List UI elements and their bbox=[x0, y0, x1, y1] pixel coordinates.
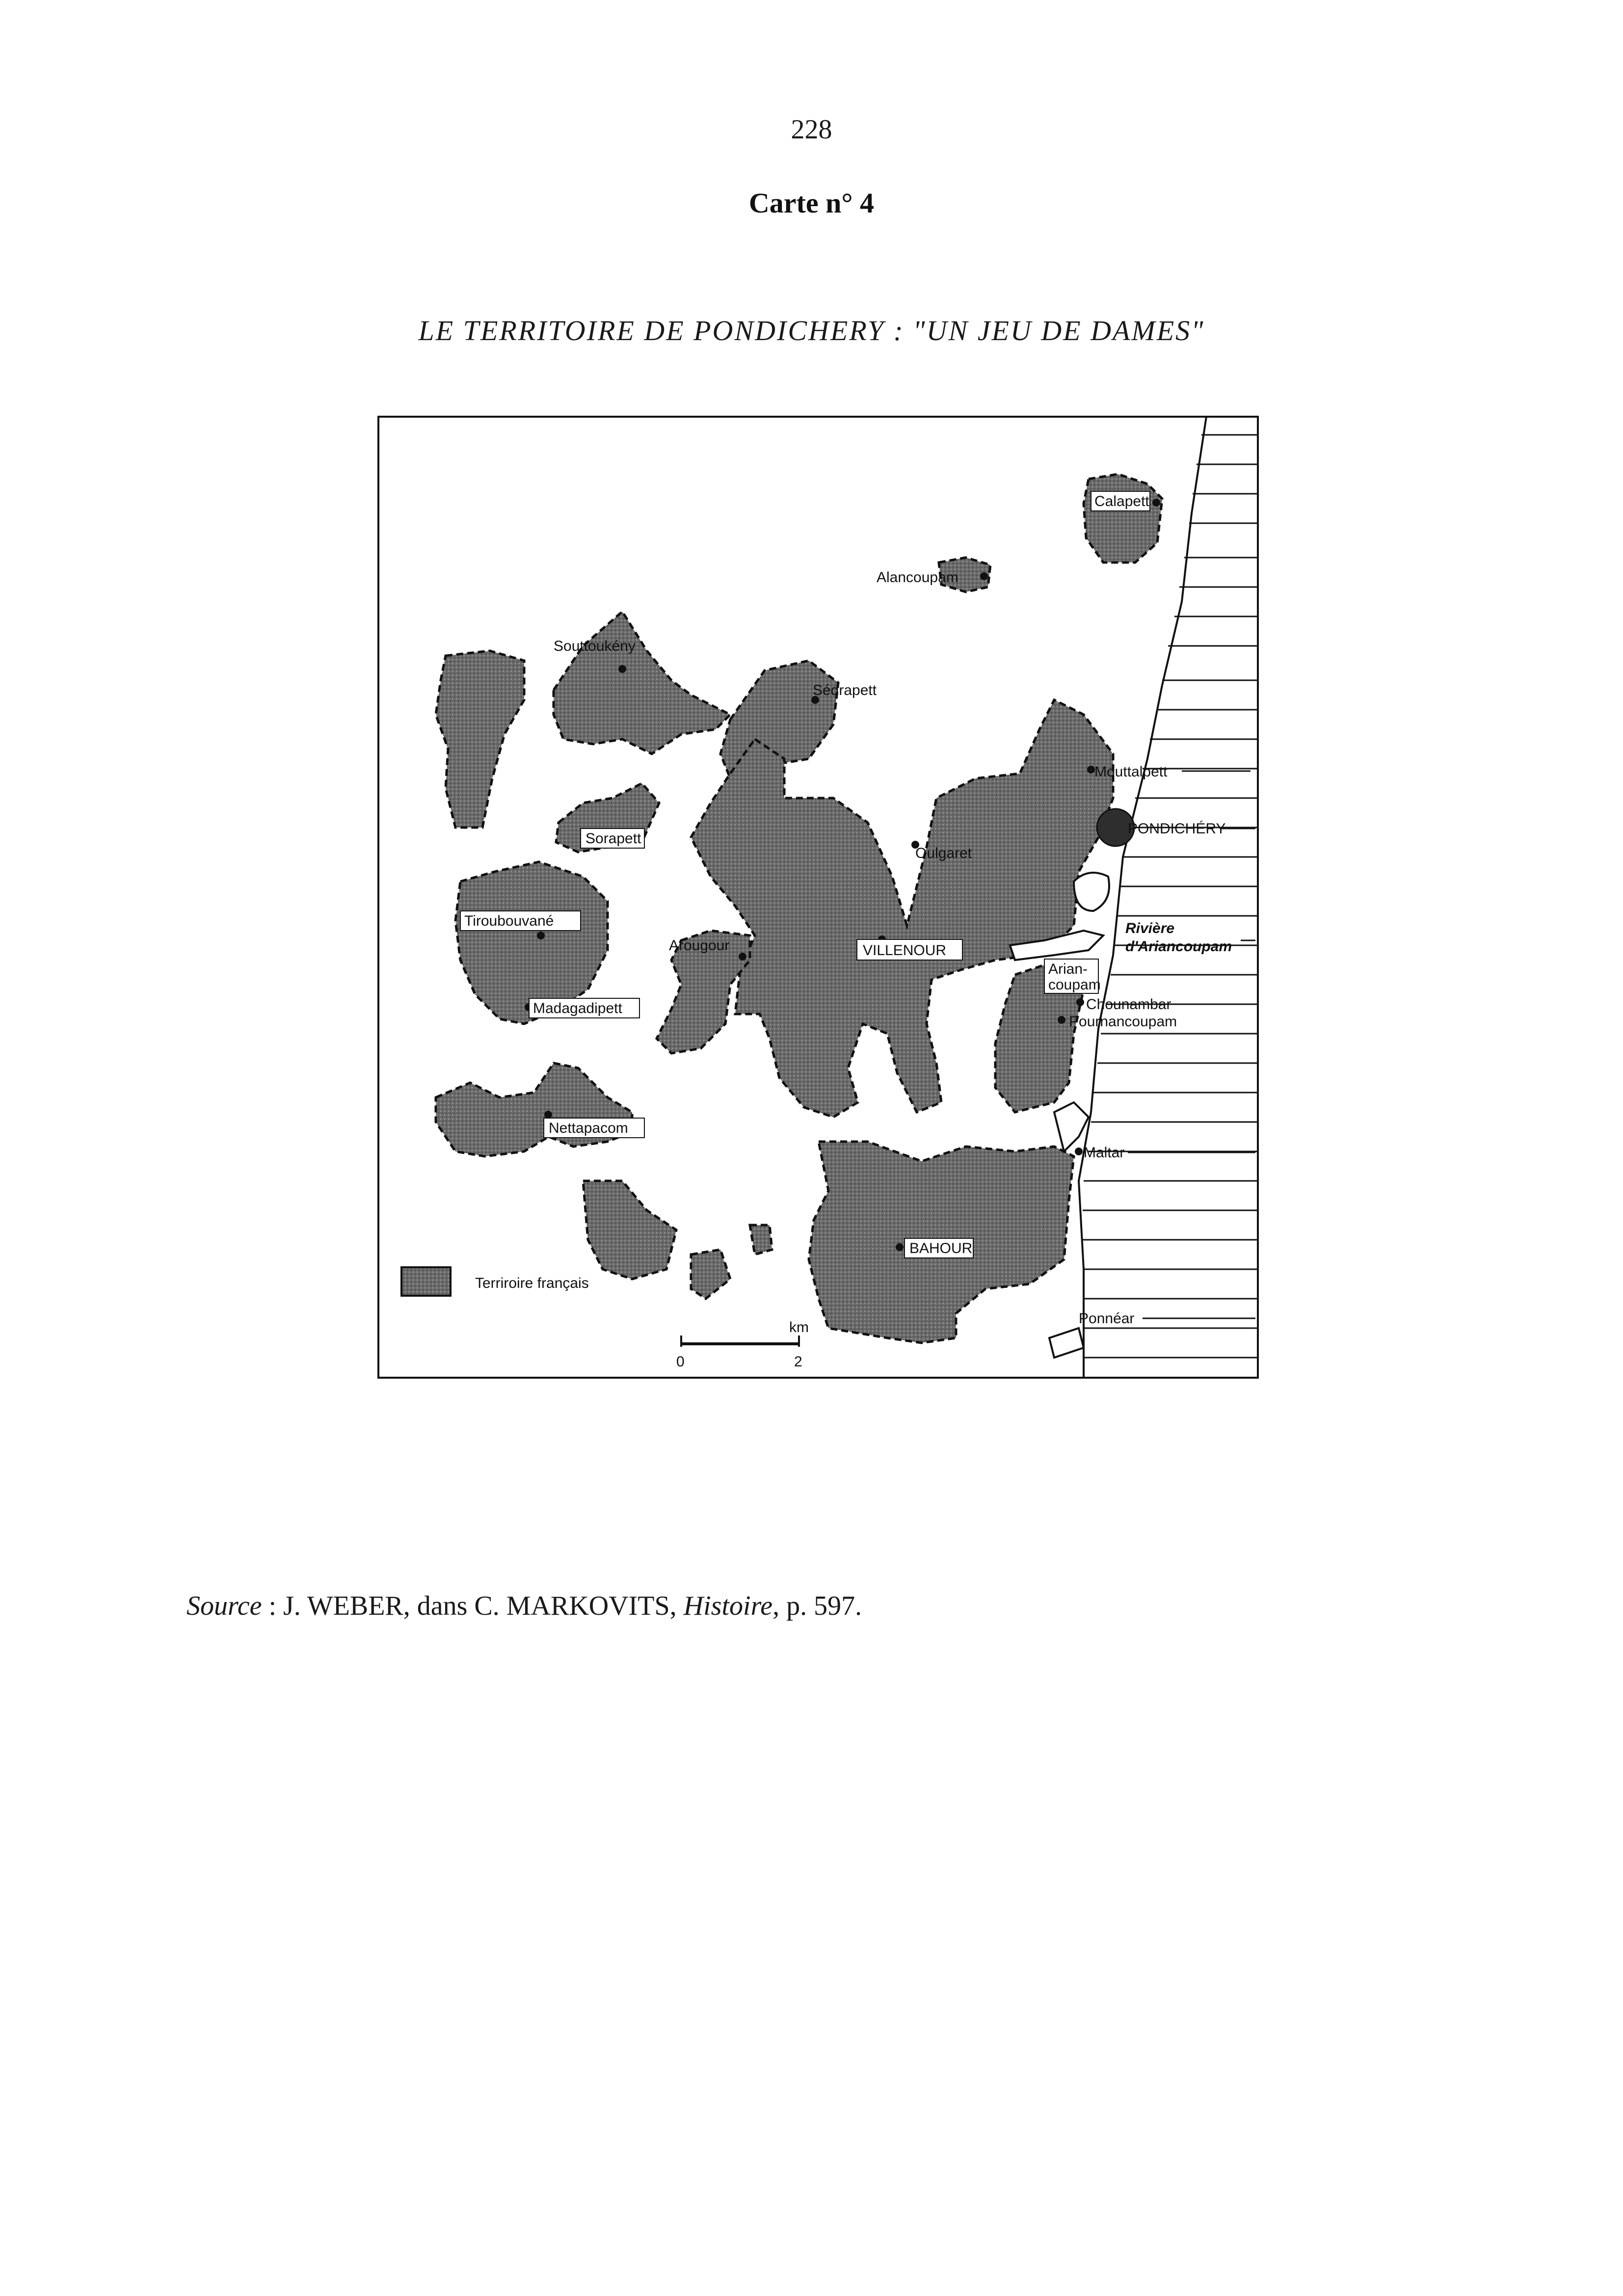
label-ponnear: Ponnéar bbox=[1079, 1310, 1135, 1327]
label-arougour: Arougour bbox=[669, 937, 730, 954]
label-ariancoupam-1: Arian- bbox=[1048, 961, 1088, 977]
scale-end: 2 bbox=[794, 1354, 802, 1370]
source-prefix: Source bbox=[186, 1591, 262, 1621]
territory-south-west-3 bbox=[750, 1225, 772, 1255]
label-ariancoupam-2: coupam bbox=[1048, 977, 1101, 993]
label-chounambar: Chounambar bbox=[1086, 996, 1171, 1013]
label-bahour: BAHOUR bbox=[909, 1240, 973, 1256]
legend-label: Terriroire français bbox=[475, 1275, 589, 1291]
territory-calapett bbox=[1084, 474, 1162, 562]
label-sorapett: Sorapett bbox=[585, 830, 641, 847]
page-number: 228 bbox=[791, 114, 832, 145]
source-pages: , p. 597. bbox=[772, 1591, 862, 1621]
label-mouttalpett: Mouttalpett bbox=[1094, 764, 1168, 780]
source-citation bbox=[186, 1590, 862, 1622]
scale-start: 0 bbox=[676, 1354, 685, 1370]
legend-swatch bbox=[401, 1267, 451, 1296]
label-pondichery: PONDICHÉRY bbox=[1128, 821, 1226, 837]
label-pournancoupam: Pournancoupam bbox=[1069, 1014, 1177, 1030]
source-work: Histoire bbox=[683, 1591, 773, 1621]
label-calapett: Calapett bbox=[1094, 493, 1149, 509]
label-sedrapett: Sédrapett bbox=[813, 682, 877, 698]
map-number: Carte n° 4 bbox=[748, 187, 875, 219]
label-maltar: Maltar bbox=[1084, 1145, 1125, 1161]
label-villenour: VILLENOUR bbox=[863, 942, 947, 959]
source-authors: : J. WEBER, dans C. MARKOVITS, bbox=[262, 1591, 684, 1621]
map-figure bbox=[377, 415, 1259, 1379]
label-souttoukeny: Souttoukény bbox=[554, 638, 636, 654]
label-tiroubouvane: Tiroubouvané bbox=[464, 913, 554, 929]
map-title: LE TERRITOIRE DE PONDICHERY : "UN JEU DE DAMES" bbox=[418, 315, 1205, 347]
label-oulgaret: Oulgaret bbox=[915, 845, 972, 861]
label-alancoupam: Alancoupam bbox=[877, 569, 958, 586]
scale-unit: km bbox=[789, 1319, 809, 1335]
label-riviere-2: d'Ariancoupam bbox=[1125, 938, 1232, 955]
label-nettapacom: Nettapacom bbox=[549, 1120, 628, 1136]
map-svg bbox=[377, 415, 1259, 1379]
label-madagadipett: Madagadipett bbox=[533, 1000, 622, 1016]
label-riviere-1: Rivière bbox=[1125, 920, 1175, 936]
